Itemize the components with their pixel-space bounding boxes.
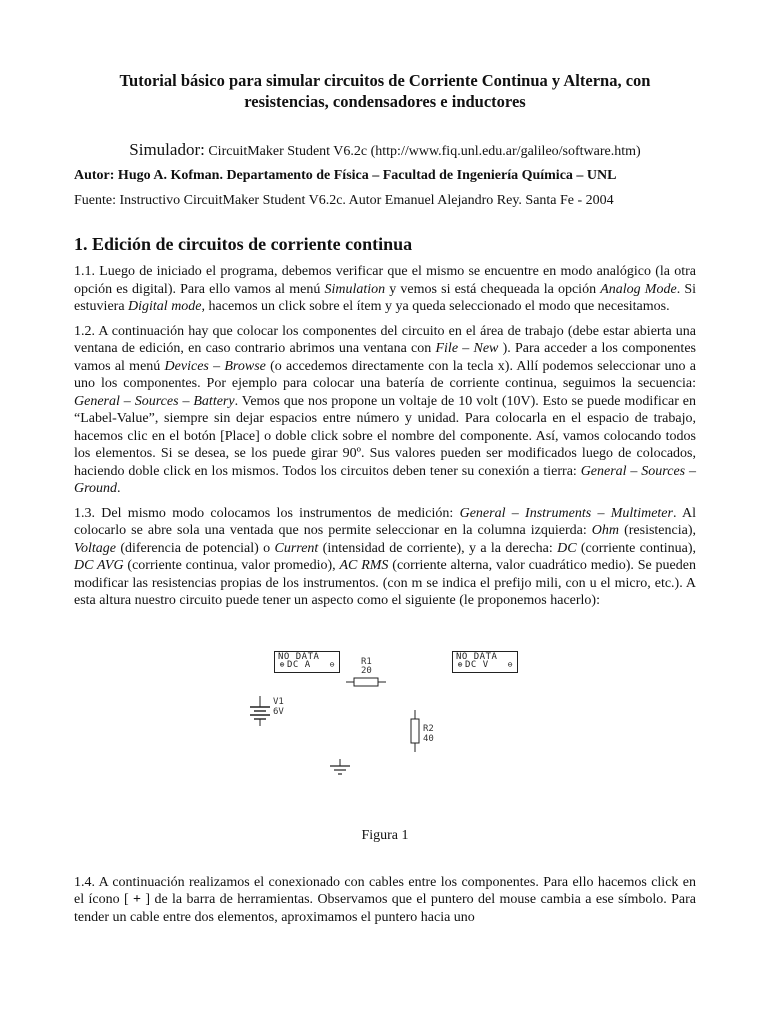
title-line-1: Tutorial básico para simular circuitos de Corriente Continua y Alterna, con	[119, 71, 651, 90]
r2-name-label: R2	[423, 723, 434, 734]
p1-text-e: . Si estuviera	[74, 281, 697, 314]
p2-text-i: .	[117, 481, 121, 496]
p3-text-e: (resistencia),	[619, 523, 696, 538]
p2-text-a: 1.2. A continuación hay que colocar los componentes del circuito en el área de trabajo (debe estar abierta una ventana de edición, en caso contrario abrimos una ventana con	[74, 323, 696, 356]
ammeter-minus-terminal-icon: ⊖	[329, 659, 335, 669]
p2-italic-devices-browse: Devices – Browse	[164, 358, 266, 374]
p4-text-c: ] de la barra de herramientas. Observamos que el puntero del mouse cambia a ese símbolo. Para tender un cable entre dos elementos, aproximamos el puntero hacia uno	[74, 892, 696, 925]
voltmeter-display: NO DATA	[456, 651, 498, 662]
p3-italic-voltage: Voltage	[74, 540, 116, 556]
p3-text-i: (intensidad de corriente), y a la derecha:	[318, 540, 558, 556]
p1-italic-simulation: Simulation	[324, 281, 386, 297]
r1-name-label: R1	[361, 656, 372, 667]
p1-italic-analog-mode: Analog Mode	[600, 281, 677, 297]
r2-resistor-body	[411, 719, 419, 743]
p2-text-e: (o accedemos directamente con la tecla x). Allí podemos seleccionar uno a uno los componentes. Por ejemplo para colocar una batería de corriente continua, seguimos la secuencia:	[74, 358, 696, 391]
circuit-wiring-svg	[74, 628, 696, 828]
author-line: Autor: Hugo A. Kofman. Departamento de Física – Facultad de Ingeniería Química – UNL	[74, 168, 617, 183]
p2-italic-file-new: File – New	[435, 341, 499, 356]
p3-italic-multimeter-path: General – Instruments – Multimeter	[459, 505, 673, 521]
p3-italic-dc-avg: DC AVG	[74, 558, 124, 573]
p3-text-k: (corriente continua),	[576, 540, 696, 556]
p1-text-g: , hacemos un click sobre el ítem y ya queda seleccionado el modo que necesitamos.	[201, 299, 670, 314]
voltmeter-multimeter	[452, 651, 518, 673]
source-line: Fuente: Instructivo CircuitMaker Student V6.2c. Autor Emanuel Alejandro Rey. Santa Fe - 2004	[74, 193, 614, 208]
simulator-value: CircuitMaker Student V6.2c (http://www.fiq.unl.edu.ar/galileo/software.htm)	[204, 144, 641, 159]
p2-italic-ground-path: General – Sources – Ground	[74, 463, 696, 496]
paragraph-1-4	[74, 874, 696, 927]
paragraph-1-2	[74, 323, 696, 498]
p4-text-a: 1.4. A continuación realizamos el conexionado con cables entre los componentes. Para ello hacemos click en el ícono [	[74, 874, 696, 907]
simulator-label: Simulador:	[129, 140, 205, 159]
document-title	[74, 70, 696, 112]
ammeter-mode: DC A	[287, 659, 311, 670]
document-page	[74, 70, 696, 933]
circuit-figure	[74, 628, 696, 828]
figure-caption: Figura 1	[361, 827, 409, 843]
p3-text-g: (diferencia de potencial) o	[116, 540, 275, 556]
p3-text-c: . Al colocarlo se abre sola una ventada que nos permite seleccionar en la columna izquierda:	[74, 505, 696, 538]
p2-italic-battery-path: General – Sources – Battery	[74, 393, 235, 409]
r2-value-label: 40	[423, 733, 434, 744]
voltmeter-mode: DC V	[465, 659, 489, 670]
r1-value-label: 20	[361, 665, 372, 676]
p1-text-c: y vemos si está chequeada la opción	[385, 281, 601, 297]
v1-name-label: V1	[273, 696, 284, 707]
v1-value-label: 6V	[273, 706, 284, 717]
p2-text-g: . Vemos que nos propone un voltaje de 10 volt (10V). Esto se puede modificar en “Label-Value”, siempre sin dejar espacios entre número y unidad. Para colocarla en el espacio de trabajo, hacemos clic en el botón [Place] o doble click sobre el nombre del componente. Así, vamos colocando todos los elementos. Si se desea, se los puede girar 90º. Sus valores pueden ser modificados luego de colocados, haciendo doble click en los mismos. Todos los circuitos deben tener su conexión a tierra:	[74, 393, 696, 479]
p3-text-m: (corriente continua, valor promedio),	[123, 558, 340, 573]
p1-italic-digital-mode: Digital mode	[128, 299, 202, 314]
ammeter-display: NO DATA	[278, 651, 320, 662]
ammeter-plus-terminal-icon: ⊕	[279, 659, 285, 669]
p3-text-a: 1.3. Del mismo modo colocamos los instrumentos de medición:	[74, 505, 460, 521]
simulator-line	[74, 141, 696, 161]
p3-italic-dc: DC	[557, 540, 577, 556]
p3-italic-current: Current	[274, 540, 319, 556]
p3-text-o: (corriente alterna, valor cuadrático medio). Se pueden modificar las resistencias propias de los instrumentos. (con m se indica el prefijo mili, con u el micro, etc.). A esta altura nuestro circuito puede tener un aspecto como el siguiente (le proponemos hacerlo):	[74, 558, 696, 608]
voltmeter-plus-terminal-icon: ⊕	[457, 659, 463, 669]
ammeter-multimeter	[274, 651, 340, 673]
p3-italic-ac-rms: AC RMS	[339, 558, 389, 573]
p2-text-c: ). Para acceder a los componentes vamos al menú	[74, 341, 696, 374]
p3-italic-ohm: Ohm	[591, 523, 620, 538]
r1-resistor-body	[354, 678, 378, 686]
paragraph-1-1	[74, 263, 696, 316]
paragraph-1-3	[74, 505, 696, 610]
plus-wire-icon: +	[133, 892, 142, 907]
voltmeter-minus-terminal-icon: ⊖	[507, 659, 513, 669]
section-heading: 1. Edición de circuitos de corriente continua	[74, 234, 413, 254]
p1-text-a: 1.1. Luego de iniciado el programa, debemos verificar que el mismo se encuentre en modo analógico (la otra opción es digital). Para ello vamos al menú	[74, 264, 696, 297]
title-line-2: resistencias, condensadores e inductores	[244, 92, 526, 111]
